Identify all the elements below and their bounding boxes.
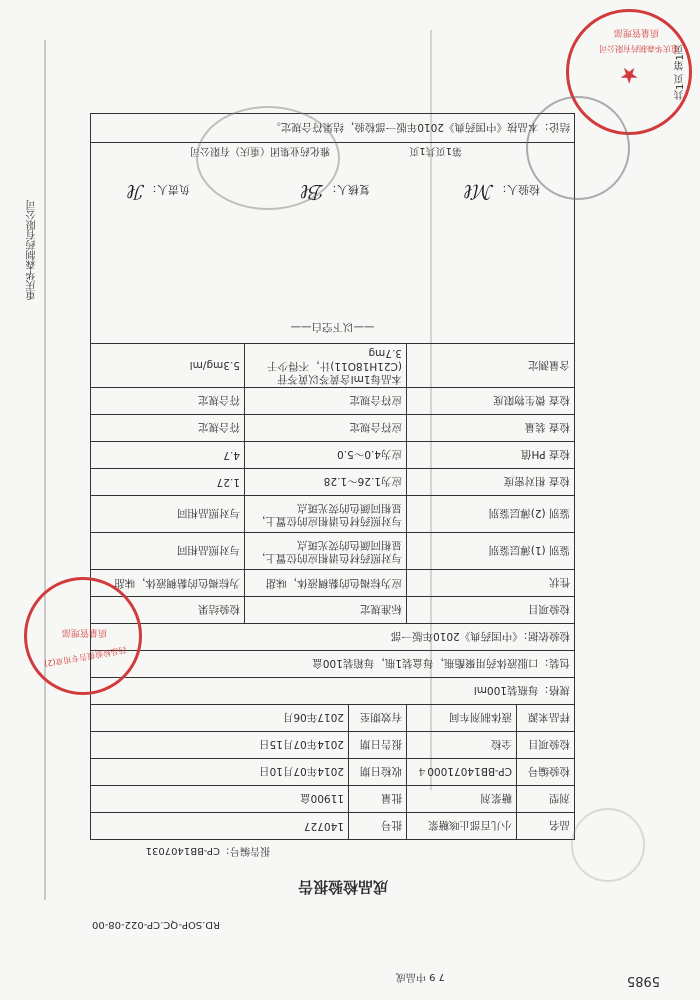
row-result: 1.27 (91, 469, 245, 496)
row-item: 检查 微生物限度 (407, 388, 575, 415)
row-item: 含量测定 (407, 344, 575, 388)
row-standard: 应符合规定 (245, 415, 407, 442)
form-value: 糖浆剂 (407, 786, 517, 813)
stock-label: 7 9 中品成 (395, 971, 445, 982)
row-standard: 与对照药材色谱相应的位置上，显相同颜色的荧光斑点 (245, 533, 407, 570)
qty-value: 11900盒 (91, 786, 349, 813)
report-number: 报告编号：CP-BB1407031 (145, 845, 270, 856)
page-title: 成品检验报告 (297, 878, 388, 896)
reviewer-label: 复核人： (326, 183, 370, 196)
recv-date-value: 2014年07月10日 (91, 759, 349, 786)
table-row (91, 705, 575, 732)
company-seal-sub: 质量管理部 (613, 27, 659, 37)
red-circle-stamp (24, 577, 142, 695)
row-item: 鉴别 (1)薄层鉴别 (407, 533, 575, 570)
table-row (91, 388, 575, 415)
blank-note: ——以下空白—— (290, 321, 375, 333)
row-item: 检查 装量 (407, 415, 575, 442)
table-header-row (91, 597, 575, 624)
report-table (90, 113, 575, 840)
row-standard: 应符合规定 (245, 388, 407, 415)
row-standard: 应为1.26～1.28 (245, 469, 407, 496)
row-standard: 应为4.0～5.0 (245, 442, 407, 469)
table-row (91, 678, 575, 705)
item-label: 检验项目 (517, 732, 575, 759)
table-row (91, 469, 575, 496)
form-label: 剂型 (517, 786, 575, 813)
company-seal-text: 重庆华森制药有限公司 (599, 44, 679, 53)
row-result: 与对照品相同 (91, 496, 245, 533)
gray-circle-stamp (526, 96, 630, 200)
item-value: 全检 (407, 732, 517, 759)
gray-oval-stamp (196, 106, 340, 210)
row-result: 与对照品相同 (91, 533, 245, 570)
row-item: 鉴别 (2)薄层鉴别 (407, 496, 575, 533)
reviewer-signature: ℬℓ (300, 180, 325, 204)
col-standard-header: 标准规定 (245, 597, 407, 624)
col-result-header: 检验结果 (91, 597, 245, 624)
corner-text: 共1页 第1页 (675, 44, 686, 100)
source-value: 液体制剂车间 (407, 705, 517, 732)
report-date-label: 报告日期 (349, 732, 407, 759)
approver-signature: ℐℓ (127, 180, 145, 204)
batch-value: 140727 (91, 813, 349, 840)
company-name: 雅化药业集团（重庆）有限公司 (190, 145, 330, 156)
inspect-no-value: CP-BB14071000４ (407, 759, 517, 786)
qty-label: 批量 (349, 786, 407, 813)
table-row (91, 415, 575, 442)
star-icon: ★ (619, 62, 639, 87)
name-label: 品名 (517, 813, 575, 840)
quality-stamp-sub: 质量管理部 (61, 627, 107, 637)
row-result: 符合规定 (91, 388, 245, 415)
report-date-value: 2014年07月15日 (91, 732, 349, 759)
quality-stamp-text: 药品检验报告专用章(2) (43, 644, 128, 669)
basis-row: 检验依据：《中国药典》2010年版一部 (91, 624, 575, 651)
inspector-label: 检验人： (496, 183, 540, 196)
faint-stamp (571, 808, 645, 882)
approver-label: 负责人： (146, 183, 190, 196)
row-result: 符合规定 (91, 415, 245, 442)
name-value: 小儿百部止咳糖浆 (407, 813, 517, 840)
valid-value: 2017年06月 (91, 705, 349, 732)
table-row (91, 496, 575, 533)
package-row: 包装：口服液体药用聚酯瓶，每盒装1瓶，每箱装100盒 (91, 651, 575, 678)
col-item-header: 检验项目 (407, 597, 575, 624)
top-right-code: 5985 (626, 973, 660, 988)
table-row (91, 732, 575, 759)
table-row (91, 624, 575, 651)
table-row (91, 651, 575, 678)
row-result: 为棕褐色的黏稠液体，味甜 (91, 570, 245, 597)
valid-label: 有效期至 (349, 705, 407, 732)
row-item: 检查 相对密度 (407, 469, 575, 496)
left-vertical-text: 重庆华森制药有限公司 (27, 200, 38, 300)
inspect-no-label: 检验编号 (517, 759, 575, 786)
inspector-signature: ℳℓ (464, 180, 494, 204)
table-row (91, 344, 575, 388)
row-result: 4.7 (91, 442, 245, 469)
page-fold-line (44, 40, 46, 900)
table-row (91, 442, 575, 469)
table-row (91, 570, 575, 597)
page-info: 第1页共1页 (409, 145, 462, 156)
row-standard: 应为棕褐色的黏稠液体，味甜 (245, 570, 407, 597)
row-standard: 本品每1ml含黄芩以黄芩苷(C21H18O11)计，不得少于3.7mg (245, 344, 407, 388)
conclusion: 结论：本品按《中国药典》2010年版一部检验，结果符合规定。 (91, 114, 575, 143)
source-label: 样品来源 (517, 705, 575, 732)
doc-code: RD.SOP-QC.CP-022-08-00 (91, 919, 220, 930)
row-standard: 与对照药材色谱相应的位置上，显相同颜色的荧光斑点 (245, 496, 407, 533)
row-result: 5.3mg/ml (91, 344, 245, 388)
table-row (91, 786, 575, 813)
batch-label: 批号 (349, 813, 407, 840)
table-row (91, 533, 575, 570)
row-item: 性状 (407, 570, 575, 597)
table-row (91, 759, 575, 786)
recv-date-label: 收检日期 (349, 759, 407, 786)
spec-row: 规格：每瓶装100ml (91, 678, 575, 705)
row-item: 检查 PH值 (407, 442, 575, 469)
table-row (91, 813, 575, 840)
